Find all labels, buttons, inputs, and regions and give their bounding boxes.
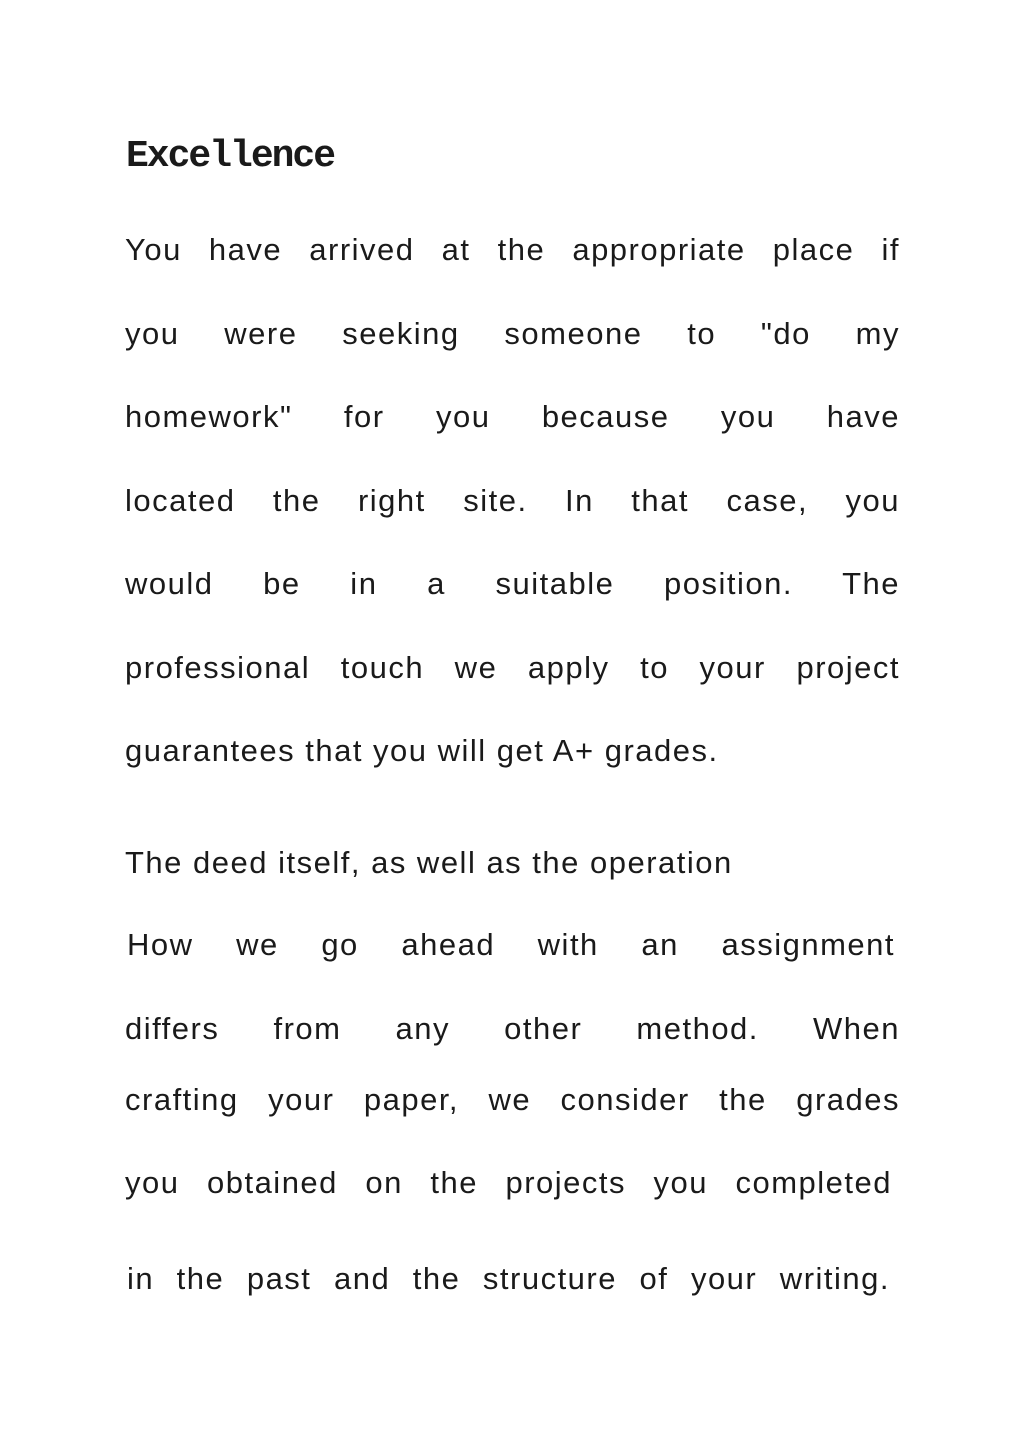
paragraph-line: located the right site. In that case, you [125, 483, 900, 518]
paragraph-line: you were seeking someone to "do my [125, 316, 900, 351]
paragraph-line: would be in a suitable position. The [125, 566, 900, 601]
paragraph-line: How we go ahead with an assignment [127, 927, 895, 962]
paragraph-line: you obtained on the projects you completed [125, 1165, 892, 1200]
paragraph-line: guarantees that you will get A+ grades. [125, 733, 719, 768]
paragraph-line: differs from any other method. When [125, 1011, 900, 1046]
paragraph-line: homework" for you because you have [125, 399, 900, 434]
paragraph-line: professional touch we apply to your project [125, 650, 900, 685]
section-heading: Excellence [126, 135, 335, 178]
paragraph-line: crafting your paper, we consider the grades [125, 1082, 900, 1117]
paragraph-line: The deed itself, as well as the operation [125, 845, 733, 880]
paragraph-line: in the past and the structure of your writing. [127, 1261, 890, 1296]
paragraph-line: You have arrived at the appropriate place if [125, 232, 900, 267]
